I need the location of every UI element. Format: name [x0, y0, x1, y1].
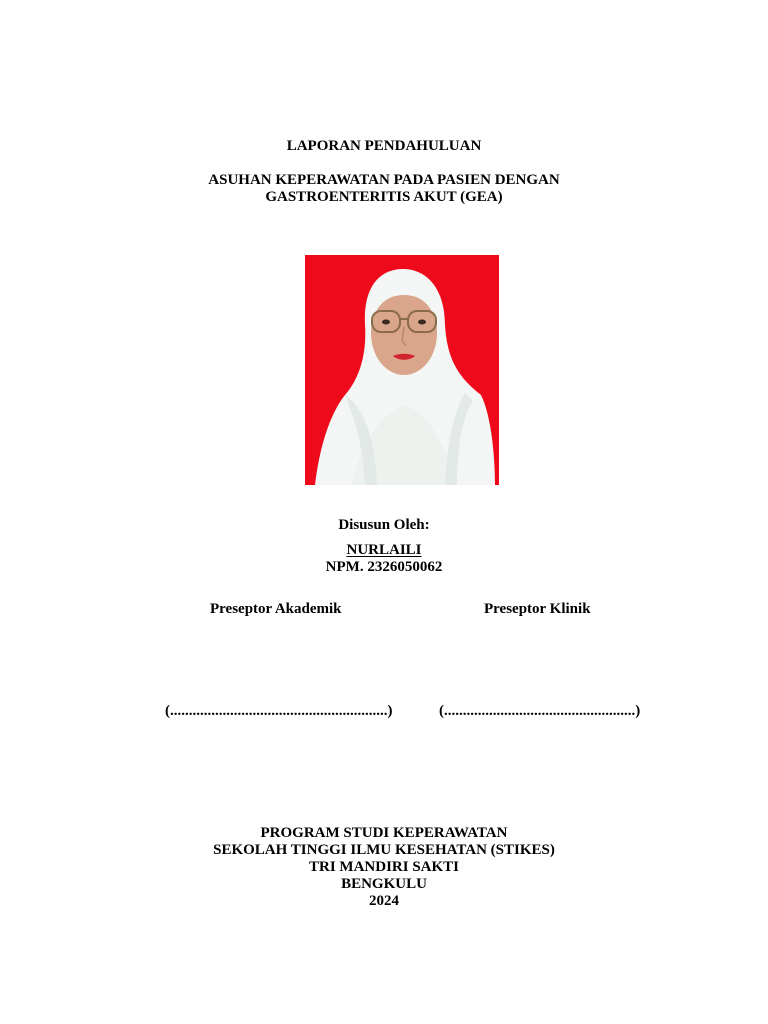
author-npm: NPM. 2326050062 [325, 559, 443, 575]
report-subtitle-line1: ASUHAN KEPERAWATAN PADA PASIEN DENGAN [208, 172, 560, 188]
signature-line-clinic: (...................................................) [439, 703, 641, 719]
institution-program: PROGRAM STUDI KEPERAWATAN [260, 825, 508, 841]
institution-city: BENGKULU [341, 876, 427, 892]
author-name: NURLAILI [346, 542, 422, 558]
author-photo [305, 255, 499, 485]
institution-name: TRI MANDIRI SAKTI [308, 859, 460, 875]
author-name-row [0, 542, 768, 559]
report-subtitle-line2: GASTROENTERITIS AKUT (GEA) [265, 189, 503, 205]
preceptor-academic-label: Preseptor Akademik [210, 601, 342, 617]
author-label: Disusun Oleh: [338, 517, 430, 533]
preceptor-clinic-label: Preseptor Klinik [484, 601, 591, 617]
institution-school: SEKOLAH TINGGI ILMU KESEHATAN (STIKES) [213, 842, 555, 858]
report-year: 2024 [369, 893, 399, 909]
signature-line-academic: (..........................................................) [165, 703, 393, 719]
report-title: LAPORAN PENDAHULUAN [286, 138, 482, 154]
